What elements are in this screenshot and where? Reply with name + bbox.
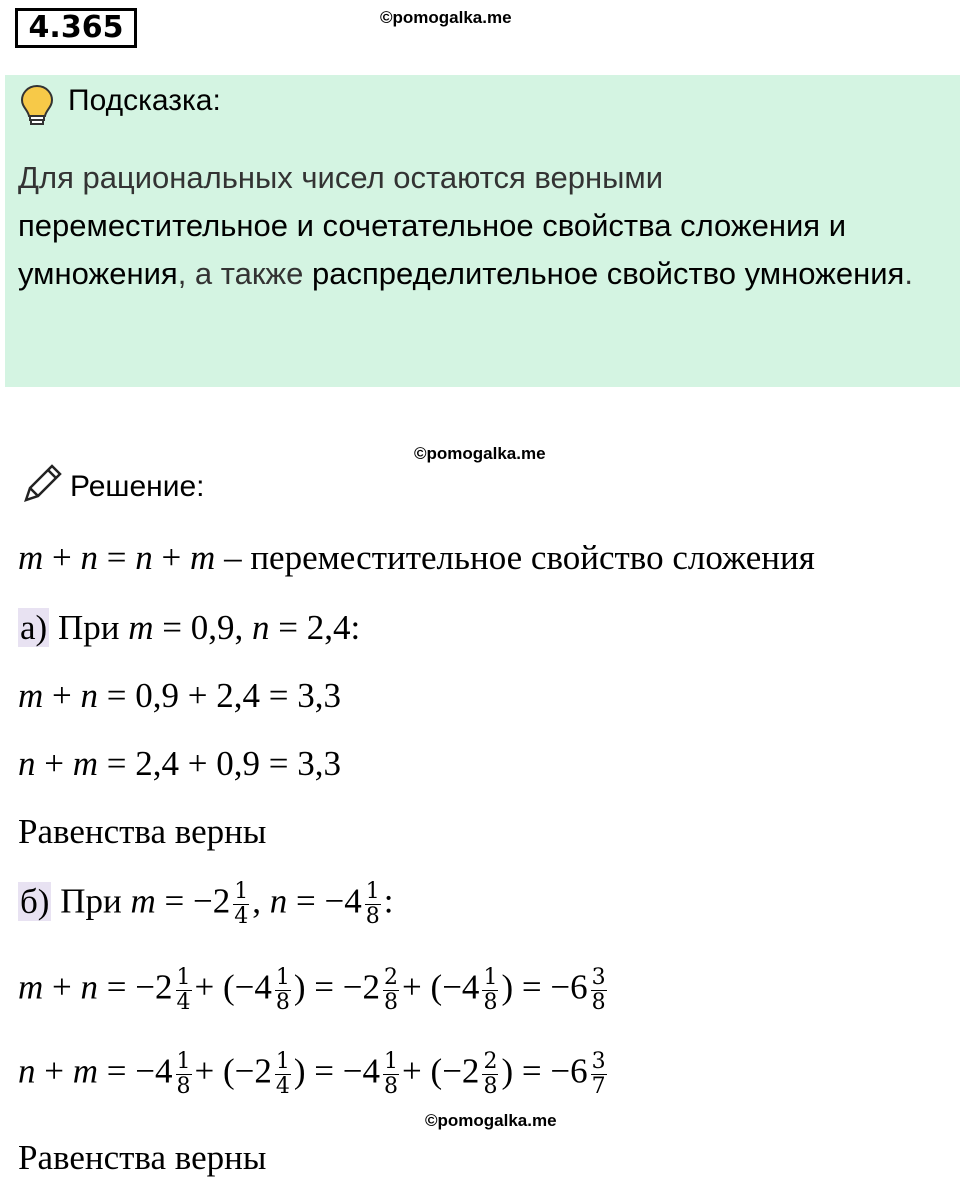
b-calc-2: n + m = −4 $\frac{1}{8}$ + (−2 $\frac{1}{4}$ ) = −4 $\frac{1}{8}$ + (−2 $\frac{2}{8}$ ) = −6 $\frac{3}{7}$ (18, 1049, 606, 1099)
conclusion-a: Равенства верны (18, 812, 267, 851)
part-a-line: а) При m = 0,9, n = 2,4: (20, 608, 361, 647)
watermark: ©pomogalka.me (425, 1111, 557, 1130)
part-a-label: а) (20, 608, 48, 647)
part-b-label: б) (20, 881, 50, 921)
b-calc-1: m + n = −2 $\frac{1}{4}$ + (−4 $\frac{1}{8}$ ) = −2 $\frac{2}{8}$ + (−4 $\frac{1}{8}$ ) = −6 $\frac{3}{8}$ (18, 965, 606, 1015)
rule-line: m + n = n + m – переместительное свойство сложения (18, 538, 815, 577)
part-b-line: б) При m = −2 $\frac{1}{4}$ , n = −4 $\frac{1}{8}$ : (20, 879, 394, 929)
hint-text: Для рациональных чисел остаются верными переместительное и сочетательное свойства сложения и умножения, а также распределительное свойство умножения. (18, 160, 913, 291)
a-calc-1: m + n = 0,9 + 2,4 = 3,3 (18, 676, 341, 715)
a-calc-2: n + m = 2,4 + 0,9 = 3,3 (18, 744, 341, 783)
solution-title: Решение: (70, 470, 205, 503)
watermark: ©pomogalka.me (380, 8, 512, 27)
lightbulb-icon (20, 84, 54, 131)
task-number: 4.365 (15, 8, 137, 48)
watermark: ©pomogalka.me (414, 444, 546, 463)
hint-title: Подсказка: (68, 84, 221, 117)
conclusion-b: Равенства верны (18, 1138, 267, 1177)
pencil-icon (20, 462, 64, 511)
